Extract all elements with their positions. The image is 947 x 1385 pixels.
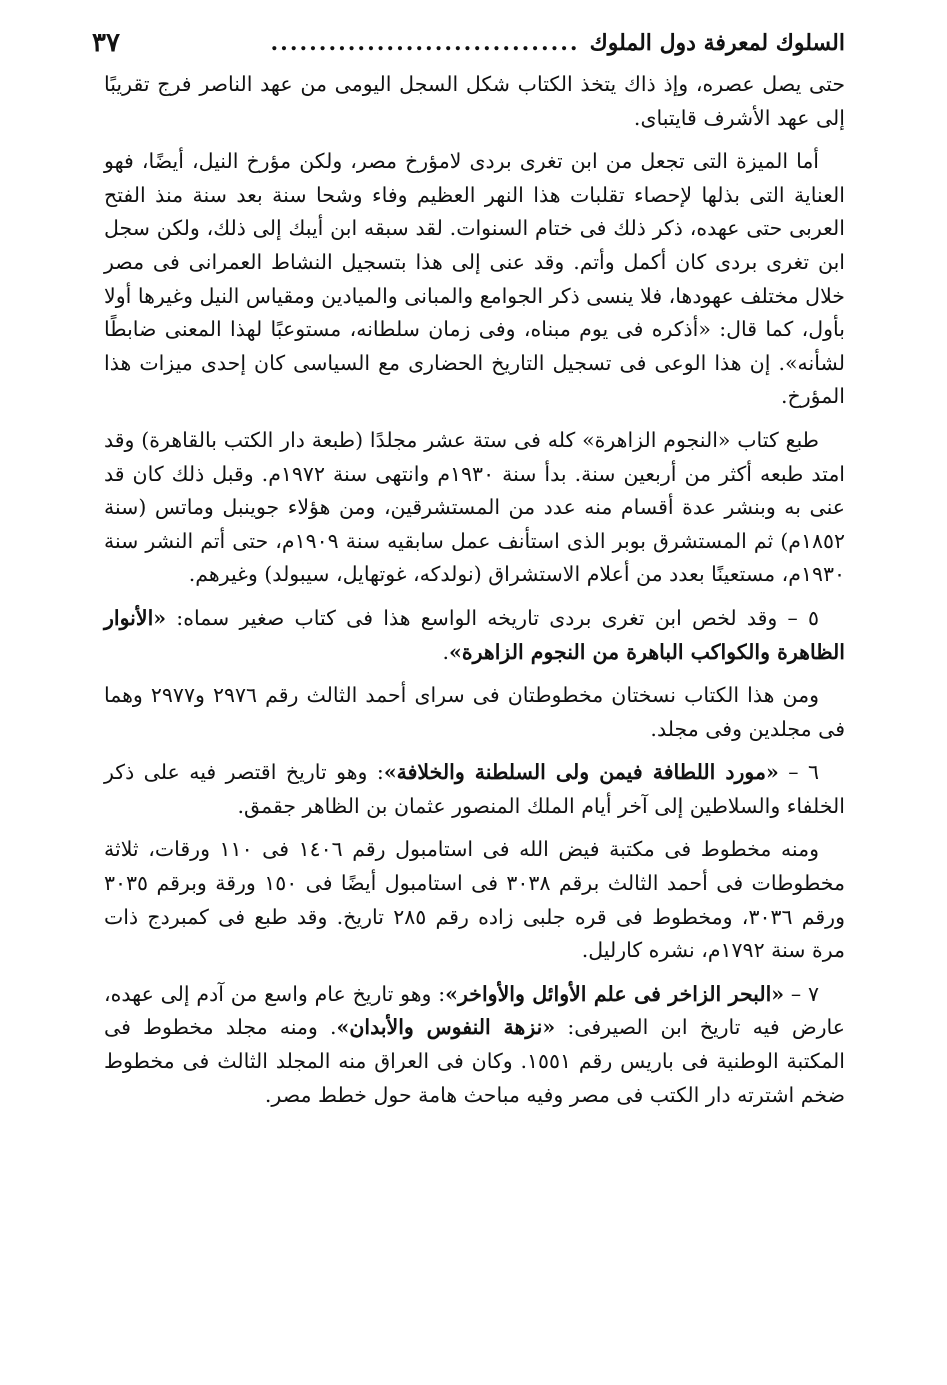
item-5-book-title: «الأنوار الظاهرة والكواكب الباهرة من النجوم الزاهرة»: [104, 605, 845, 664]
paragraph-nile-chronicle: أما الميزة التى تجعل من ابن تغرى بردى لامؤرخ مصر، ولكن مؤرخ النيل، أيضًا، فهو العناية التى بذلها لإحصاء تقلبات هذا النهر العظيم وفاء وشحا سنة بعد سنة منذ الفتح العربى حتى عهده، ذكر ذلك فى ختام السنوات. لقد سبقه ابن أيبك إلى ذلك، ولكن سجل ابن تغرى بردى كان أكمل وأتم. وقد عنى إلى هذا بتسجيل النشاط العمرانى فى مصر خلال مختلف عهودها، فلا ينسى ذكر الجوامع والمبانى والميادين ومقياس النيل وغيرها أولا بأول، كما قال: «أذكره فى يوم مبناه، وفى زمان سلطانه، مستوعبًا لهذا المعنى ضابطًا لشأنه». إن هذا الوعى فى تسجيل التاريخ الحضارى مع السياسى كان إحدى ميزات هذا المؤرخ.: [104, 149, 845, 409]
paragraph-nujum-printing: طبع كتاب «النجوم الزاهرة» كله فى ستة عشر مجلدًا (طبعة دار الكتب بالقاهرة) وقد امتد طبعه أكثر من أربعين سنة. بدأ سنة ١٩٣٠م وانتهى سنة ١٩٧٢م. وقبل ذلك كان قد عنى به وبنشر عدة أقسام منه عدد من المستشرقين، ومن هؤلاء جوينبل وماتس (سنة ١٨٥٢م) ثم المستشرق بوبر الذى استأنف عمل سابقيه سنة ١٩٠٩م، حتى أتم النشر سنة ١٩٣٠م، مستعينًا بعدد من أعلام الاستشراق (نولدكه، غوتهايل، سيبولد) وغيرهم.: [104, 427, 845, 587]
paragraph-item-6: [104, 756, 845, 823]
item-7-text: : وهو تاريخ عام واسع من آدم إلى عهده، عارض فيه تاريخ ابن الصيرفى:: [104, 981, 845, 1040]
item-6-book-title: «مورد اللطافة فيمن ولى السلطنة والخلافة»: [383, 760, 779, 785]
paragraph-item-5-manuscripts: ومن هذا الكتاب نسختان مخطوطتان فى سراى أحمد الثالث رقم ٢٩٧٦ و٢٩٧٧ وهما فى مجلدين وفى مجلد.: [104, 683, 845, 741]
running-title: السلوك لمعرفة دول الملوك: [589, 30, 845, 56]
paragraph-item-7: [104, 978, 845, 1112]
item-5-suffix: .: [442, 639, 450, 664]
item-6-number: ٦ –: [778, 760, 819, 785]
item-7-number: ٧ –: [784, 981, 819, 1006]
paragraph-item-6-manuscripts: ومنه مخطوط فى مكتبة فيض الله فى استامبول رقم ١٤٠٦ فى ١١٠ ورقات، ثلاثة مخطوطات فى أحمد الثالث برقم ٣٠٣٨ فى استامبول أيضًا فى ١٥٠ ورقة وبرقم ٣٠٣٥ ورقم ٣٠٣٦، ومخطوط فى قره جلبى زاده رقم ٢٨٥ تاريخ. وقد طبع فى كمبردج ذات مرة سنة ١٧٩٢م، نشره كارليل.: [104, 837, 846, 963]
paragraph-continuation: حتى يصل عصره، وإذ ذاك يتخذ الكتاب شكل السجل اليومى من عهد الناصر فرج تقريبًا إلى عهد الأشرف قايتباى.: [104, 72, 845, 130]
item-5-text: ٥ – وقد لخص ابن تغرى بردى تاريخه الواسع هذا فى كتاب صغير سماه:: [166, 605, 819, 630]
page-body: [104, 68, 845, 1122]
header-dot-leader: ................................: [270, 30, 580, 56]
page-number: ٣٧: [92, 28, 120, 58]
paragraph-item-5: [104, 602, 845, 669]
item-7-cited-title: «نزهة النفوس والأبدان»: [336, 1015, 556, 1040]
running-header: [92, 26, 845, 60]
item-7-book-title: «البحر الزاخر فى علم الأوائل والأواخر»: [445, 981, 785, 1006]
item-6-text: : وهو تاريخ اقتصر فيه على ذكر الخلفاء والسلاطين إلى آخر أيام الملك المنصور عثمان بن الظاهر جقمق.: [104, 760, 845, 818]
item-7-suffix: . ومنه مجلد مخطوط فى المكتبة الوطنية فى باريس رقم ١٥٥١. وكان فى العراق منه المجلد الثالث فى مخطوط ضخم اشترته دار الكتب فى مصر وفيه مباحث هامة حول خطط مصر.: [104, 1015, 845, 1107]
